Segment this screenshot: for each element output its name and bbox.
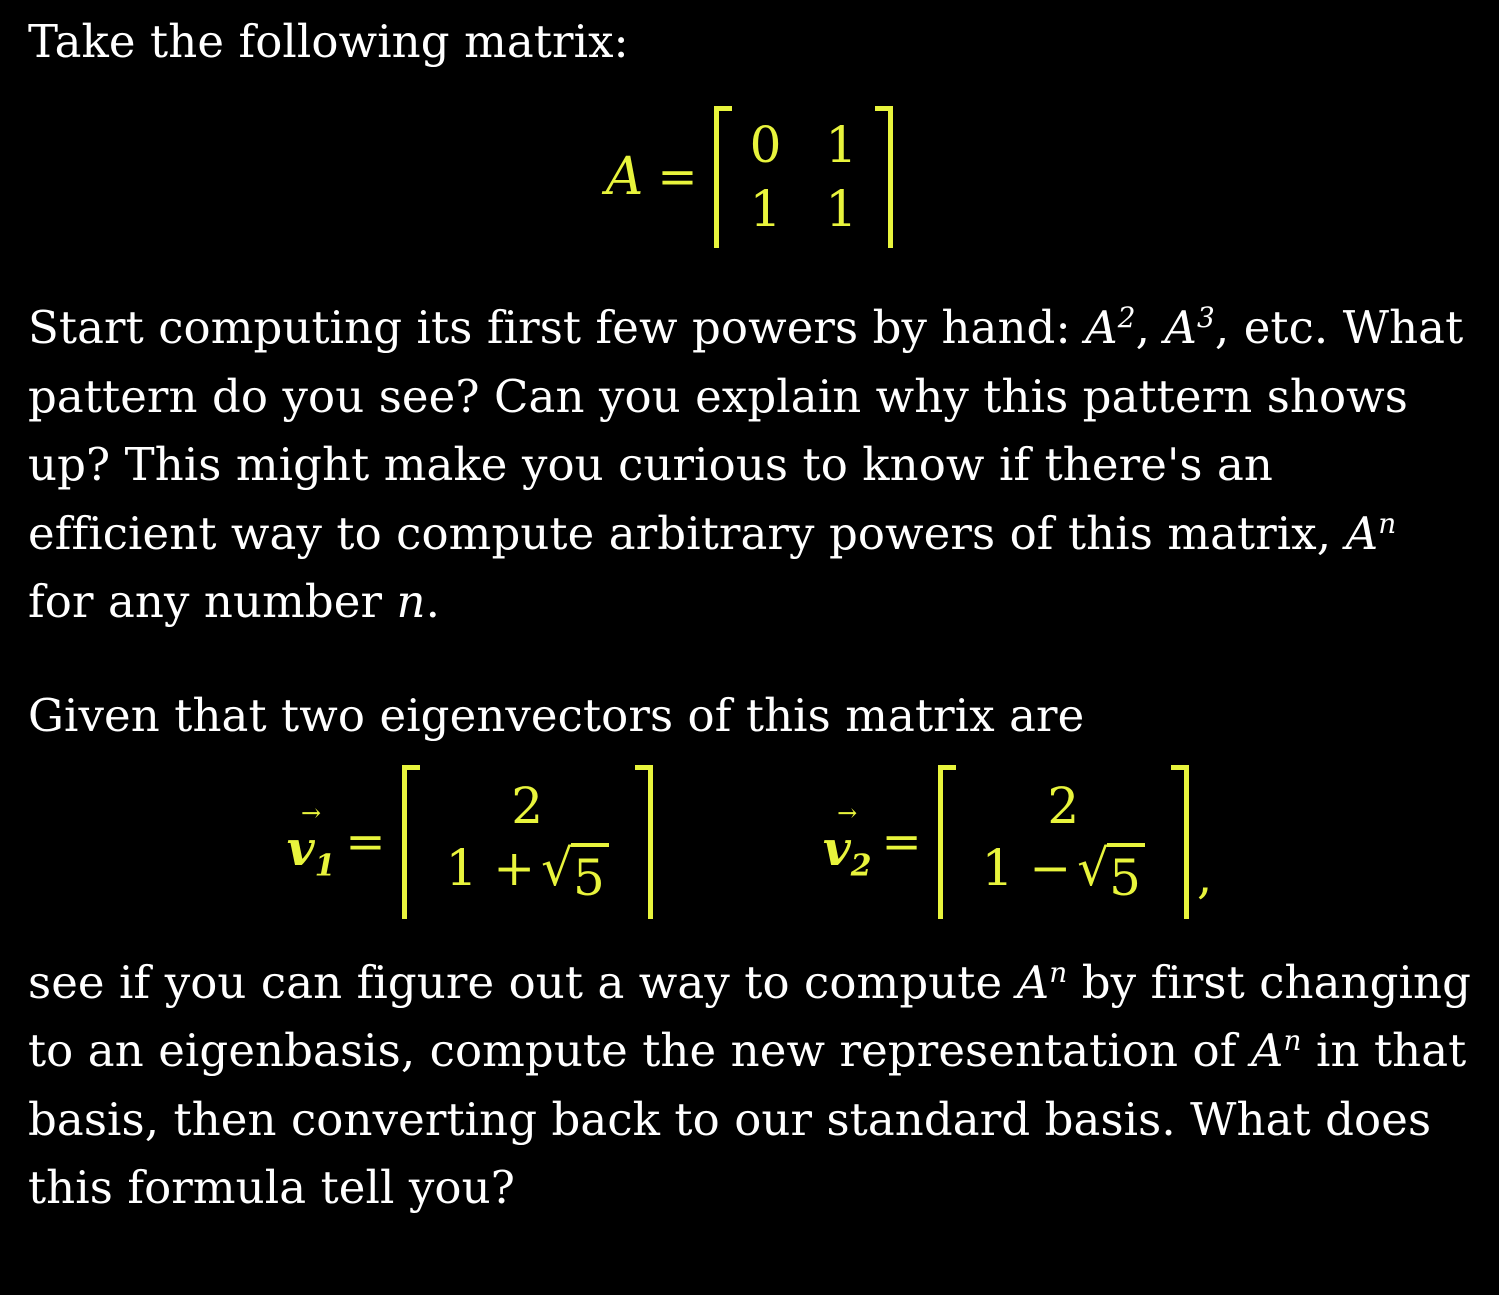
vector-arrow-icon: → [300, 798, 322, 827]
paragraph-eigenbasis [0, 949, 1499, 1223]
math-a-n-base: A [1016, 955, 1050, 1009]
matrix-a-label: A [605, 147, 644, 208]
paragraph-powers [0, 294, 1499, 636]
math-a-n-base: A [1250, 1024, 1284, 1078]
paragraph-intro-text: Take the following matrix: [28, 15, 629, 68]
eigenvector-2-label [822, 798, 872, 884]
eigenvector-2-expression [823, 765, 1212, 919]
math-a-n-exponent: n [1049, 955, 1068, 989]
vector-arrow-icon: → [837, 798, 858, 827]
spacer [0, 76, 1499, 106]
right-bracket-icon [875, 106, 893, 248]
paragraph-eigenbasis-part3: in that basis, then converting back to our standard basis. What does this formula tell you? [28, 1024, 1467, 1214]
paragraph-eigenbasis-part2: by first changing to an eigenbasis, compute the new representation of [28, 955, 1471, 1078]
vector-entry: 2 [1047, 776, 1080, 835]
matrix-a-expression [606, 106, 893, 248]
eigenvector-2-entries [956, 765, 1171, 919]
math-a-n-exponent: n [1283, 1024, 1302, 1058]
matrix-entry: 0 [749, 116, 782, 175]
math-a-squared-exponent: 2 [1117, 301, 1136, 335]
left-bracket-icon [402, 765, 420, 919]
vector-entry: 1 − √ 5 [982, 839, 1145, 907]
eigenvector-1-expression [287, 765, 653, 919]
math-n-variable: n [396, 574, 426, 628]
math-a-squared-base: A [1085, 301, 1118, 355]
math-a-n-base: A [1345, 506, 1379, 560]
spacer [0, 919, 1499, 949]
sqrt-icon: √ [541, 838, 574, 897]
spacer [0, 751, 1499, 765]
sqrt-icon: √ [1077, 838, 1110, 897]
paragraph-powers-part1: Start computing its first few powers by hand: [28, 301, 1086, 355]
left-bracket-icon [938, 765, 956, 919]
trailing-comma: , [1196, 848, 1213, 905]
right-bracket-icon [1171, 765, 1189, 919]
paragraph-powers-part2: , etc. What pattern do you see? Can you explain why this pattern shows up? This might make you curious to know if there's an efficient way to compute arbitrary powers of this matrix, [28, 301, 1464, 560]
paragraph-powers-part3: for any number [28, 574, 397, 628]
paragraph-eigenbasis-part1: see if you can figure out a way to compute [28, 955, 1017, 1009]
math-a-cubed-base: A [1164, 301, 1198, 355]
vector-entry: 2 [511, 776, 544, 835]
spacer [0, 248, 1499, 294]
matrix-entry: 1 [825, 116, 858, 175]
paragraph-powers-part4: . [425, 574, 440, 628]
equation-eigenvectors [0, 765, 1499, 919]
eigenvector-1-equals: = [345, 813, 386, 870]
vector-entry: 1 + √ 5 [446, 839, 609, 907]
paragraph-eigenvectors-text: Given that two eigenvectors of this matrix are [28, 689, 1085, 743]
math-a-cubed-exponent: 3 [1197, 301, 1215, 335]
matrix-a-equals: = [657, 149, 698, 206]
paragraph-powers-sep: , [1135, 301, 1165, 355]
equation-matrix-a [0, 106, 1499, 248]
paragraph-intro [0, 0, 1499, 76]
eigenvector-2-name: $v_2$ [822, 820, 872, 884]
eigenvector-1-entries [420, 765, 635, 919]
eigenvector-1-name: $v_1$ [286, 820, 336, 884]
eigenvector-1-label [286, 798, 336, 884]
right-bracket-icon [635, 765, 653, 919]
matrix-entry: 1 [749, 180, 782, 239]
math-a-n-exponent: n [1378, 506, 1397, 540]
matrix-a-entries [732, 106, 876, 248]
spacer [0, 636, 1499, 682]
matrix-entry: 1 [825, 180, 858, 239]
eigenvector-2-equals: = [881, 813, 922, 870]
paragraph-eigenvectors [0, 682, 1499, 750]
left-bracket-icon [714, 106, 732, 248]
